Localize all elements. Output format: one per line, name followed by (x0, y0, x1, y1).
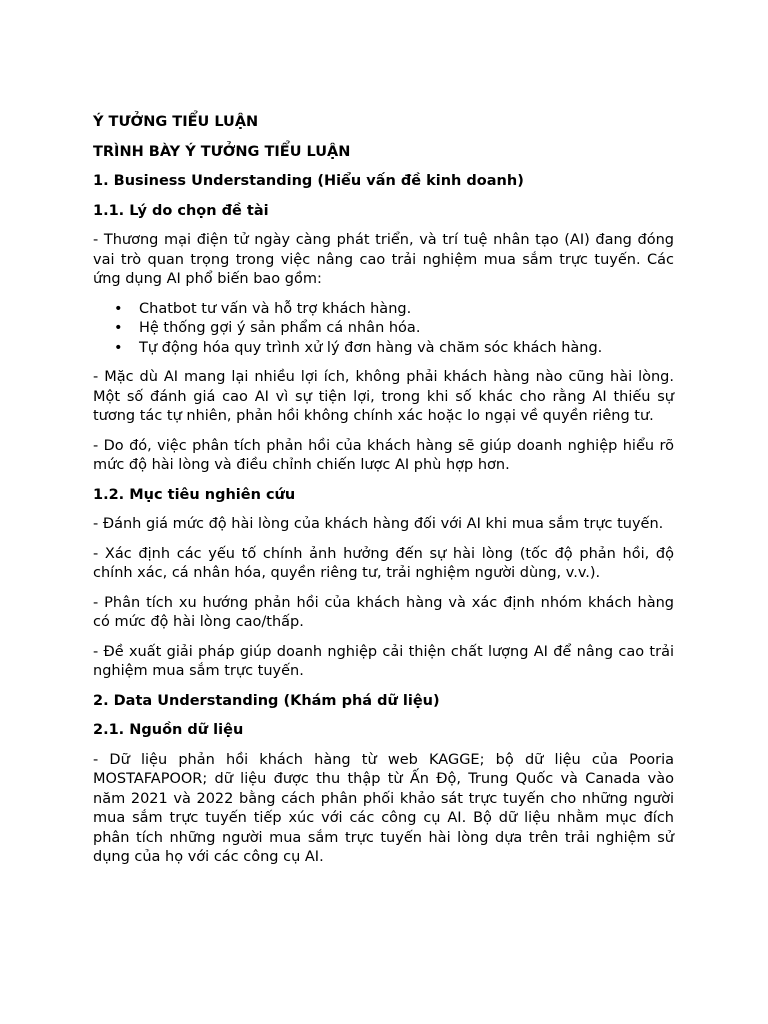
bullet-list (93, 300, 674, 359)
list-item: • Hệ thống gợi ý sản phẩm cá nhân hóa. (93, 319, 674, 339)
subsection-heading-1-2: 1.2. Mục tiêu nghiên cứu (93, 486, 296, 503)
paragraph: - Đề xuất giải pháp giúp doanh nghiệp cải thiện chất lượng AI để nâng cao trải nghiệm mua sắm trực tuyến. (93, 643, 674, 679)
paragraph: - Thương mại điện tử ngày càng phát triển, và trí tuệ nhân tạo (AI) đang đóng vai trò quan trọng trong việc nâng cao trải nghiệm mua sắm trực tuyến. Các ứng dụng AI phổ biến bao gồm: (93, 232, 674, 287)
section-heading-2: 2. Data Understanding (Khám phá dữ liệu) (93, 692, 440, 709)
list-item: • Tự động hóa quy trình xử lý đơn hàng và chăm sóc khách hàng. (93, 339, 674, 359)
bullet-icon: • (114, 339, 123, 356)
section-heading-1: 1. Business Understanding (Hiểu vấn đề kinh doanh) (93, 173, 524, 189)
list-item: • Chatbot tư vấn và hỗ trợ khách hàng. (93, 300, 674, 320)
paragraph: - Phân tích xu hướng phản hồi của khách hàng và xác định nhóm khách hàng có mức độ hài lòng cao/thấp. (93, 594, 674, 630)
paragraph: - Đánh giá mức độ hài lòng của khách hàng đối với AI khi mua sắm trực tuyến. (93, 516, 664, 532)
paragraph: - Do đó, việc phân tích phản hồi của khách hàng sẽ giúp doanh nghiệp hiểu rõ mức độ hài lòng và điều chỉnh chiến lược AI phù hợp hơn. (93, 437, 674, 473)
subsection-heading-1-1: 1.1. Lý do chọn đề tài (93, 202, 269, 219)
bullet-icon: • (114, 320, 123, 336)
paragraph: - Xác định các yếu tố chính ảnh hưởng đến sự hài lòng (tốc độ phản hồi, độ chính xác, cá nhân hóa, quyền riêng tư, trải nghiệm người dùng, v.v.). (93, 545, 674, 581)
document-subtitle: TRÌNH BÀY Ý TƯỞNG TIỂU LUẬN (93, 143, 351, 160)
bullet-icon: • (114, 300, 123, 317)
paragraph: - Dữ liệu phản hồi khách hàng từ web KAGGE; bộ dữ liệu của Pooria MOSTAFAPOOR; dữ liệu được thu thập từ Ấn Độ, Trung Quốc và Canada vào năm 2021 và 2022 bằng cách phân phối khảo sát trực tuyến cho những người mua sắm trực tuyến tiếp xúc với các công cụ AI. Bộ dữ liệu nhằm mục đích phân tích những người mua sắm trực tuyến hài lòng dựa trên trải nghiệm sử dụng của họ với các công cụ AI. (93, 751, 674, 865)
paragraph: - Mặc dù AI mang lại nhiều lợi ích, không phải khách hàng nào cũng hài lòng. Một số đánh giá cao AI vì sự tiện lợi, trong khi số khác cho rằng AI thiếu sự tương tác tự nhiên, phản hồi không chính xác hoặc lo ngại về quyền riêng tư. (93, 369, 674, 424)
document-page (93, 113, 674, 868)
document-title: Ý TƯỞNG TIỂU LUẬN (93, 114, 259, 130)
subsection-heading-2-1: 2.1. Nguồn dữ liệu (93, 722, 244, 738)
